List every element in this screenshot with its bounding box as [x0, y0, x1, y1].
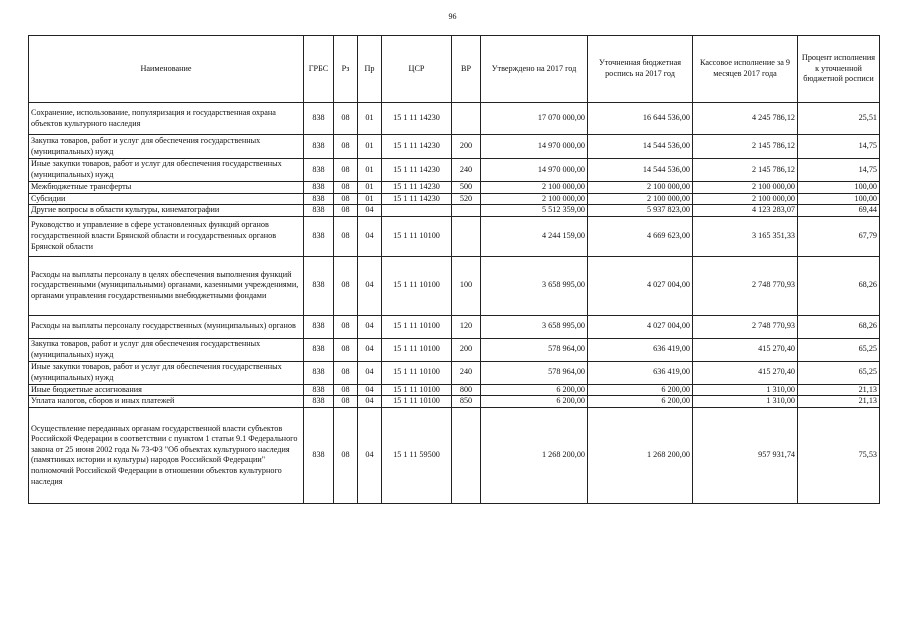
table-row	[29, 193, 880, 205]
cell-percent: 25,51	[798, 103, 880, 135]
cell-vr: 240	[452, 159, 481, 182]
cell-refined: 1 268 200,00	[588, 407, 693, 503]
cell-percent: 14,75	[798, 135, 880, 159]
table-row	[29, 135, 880, 159]
cell-approved: 5 512 359,00	[481, 205, 588, 217]
cell-approved: 578 964,00	[481, 361, 588, 384]
cell-rz: 08	[334, 407, 358, 503]
cell-grbs: 838	[304, 205, 334, 217]
cell-percent: 75,53	[798, 407, 880, 503]
cell-csr: 15 1 11 10100	[382, 216, 452, 256]
cell-csr: 15 1 11 10100	[382, 396, 452, 408]
cell-name: Закупка товаров, работ и услуг для обеспечения государственных (муниципальных) нужд	[29, 338, 304, 361]
cell-csr: 15 1 11 10100	[382, 361, 452, 384]
page-number: 96	[448, 12, 457, 21]
cell-name: Закупка товаров, работ и услуг для обеспечения государственных (муниципальных) нужд	[29, 135, 304, 159]
cell-vr: 500	[452, 182, 481, 194]
cell-percent: 67,79	[798, 216, 880, 256]
cell-cash: 2 145 786,12	[693, 159, 798, 182]
table-row	[29, 407, 880, 503]
cell-percent: 100,00	[798, 193, 880, 205]
cell-csr	[382, 205, 452, 217]
cell-approved: 1 268 200,00	[481, 407, 588, 503]
cell-refined: 636 419,00	[588, 361, 693, 384]
cell-pr: 04	[358, 338, 382, 361]
table-header-row	[29, 36, 880, 103]
cell-percent: 21,13	[798, 384, 880, 396]
cell-rz: 08	[334, 338, 358, 361]
cell-csr: 15 1 11 14230	[382, 193, 452, 205]
cell-refined: 636 419,00	[588, 338, 693, 361]
table-row	[29, 216, 880, 256]
cell-name: Руководство и управление в сфере установленных функций органов государственной власти Брянской области и государственных органов Брянской области	[29, 216, 304, 256]
cell-pr: 04	[358, 361, 382, 384]
cell-vr	[452, 205, 481, 217]
cell-rz: 08	[334, 193, 358, 205]
cell-cash: 2 100 000,00	[693, 182, 798, 194]
cell-name: Межбюджетные трансферты	[29, 182, 304, 194]
cell-name: Расходы на выплаты персоналу государственных (муниципальных) органов	[29, 315, 304, 338]
cell-cash: 957 931,74	[693, 407, 798, 503]
cell-rz: 08	[334, 361, 358, 384]
cell-rz: 08	[334, 256, 358, 315]
cell-refined: 6 200,00	[588, 396, 693, 408]
cell-grbs: 838	[304, 135, 334, 159]
cell-name: Другие вопросы в области культуры, кинематографии	[29, 205, 304, 217]
cell-pr: 04	[358, 384, 382, 396]
cell-percent: 68,26	[798, 256, 880, 315]
cell-pr: 04	[358, 396, 382, 408]
cell-vr: 200	[452, 135, 481, 159]
cell-refined: 14 544 536,00	[588, 135, 693, 159]
cell-name: Субсидии	[29, 193, 304, 205]
header-rz: Рз	[334, 36, 358, 103]
cell-cash: 2 100 000,00	[693, 193, 798, 205]
cell-csr: 15 1 11 10100	[382, 384, 452, 396]
header-pr: Пр	[358, 36, 382, 103]
table-row	[29, 205, 880, 217]
table-row	[29, 384, 880, 396]
cell-grbs: 838	[304, 182, 334, 194]
cell-approved: 578 964,00	[481, 338, 588, 361]
cell-refined: 16 644 536,00	[588, 103, 693, 135]
cell-refined: 2 100 000,00	[588, 182, 693, 194]
cell-csr: 15 1 11 10100	[382, 315, 452, 338]
cell-rz: 08	[334, 182, 358, 194]
cell-grbs: 838	[304, 193, 334, 205]
table-row	[29, 361, 880, 384]
cell-grbs: 838	[304, 216, 334, 256]
cell-csr: 15 1 11 14230	[382, 103, 452, 135]
cell-approved: 6 200,00	[481, 384, 588, 396]
cell-name: Иные бюджетные ассигнования	[29, 384, 304, 396]
cell-rz: 08	[334, 159, 358, 182]
cell-csr: 15 1 11 10100	[382, 338, 452, 361]
cell-approved: 3 658 995,00	[481, 256, 588, 315]
cell-pr: 01	[358, 193, 382, 205]
cell-vr: 100	[452, 256, 481, 315]
cell-refined: 2 100 000,00	[588, 193, 693, 205]
cell-percent: 65,25	[798, 338, 880, 361]
cell-vr	[452, 216, 481, 256]
table-row	[29, 315, 880, 338]
cell-csr: 15 1 11 14230	[382, 182, 452, 194]
cell-cash: 2 748 770,93	[693, 256, 798, 315]
cell-refined: 4 027 004,00	[588, 315, 693, 338]
cell-pr: 01	[358, 135, 382, 159]
cell-vr: 800	[452, 384, 481, 396]
cell-grbs: 838	[304, 407, 334, 503]
cell-pr: 04	[358, 315, 382, 338]
cell-rz: 08	[334, 315, 358, 338]
cell-rz: 08	[334, 205, 358, 217]
cell-vr: 520	[452, 193, 481, 205]
cell-grbs: 838	[304, 256, 334, 315]
cell-cash: 415 270,40	[693, 361, 798, 384]
cell-cash: 1 310,00	[693, 396, 798, 408]
cell-refined: 6 200,00	[588, 384, 693, 396]
header-csr: ЦСР	[382, 36, 452, 103]
header-grbs: ГРБС	[304, 36, 334, 103]
cell-approved: 3 658 995,00	[481, 315, 588, 338]
cell-percent: 21,13	[798, 396, 880, 408]
budget-table	[28, 35, 880, 504]
cell-name: Сохранение, использование, популяризация и государственная охрана объектов культурного наследия	[29, 103, 304, 135]
table-row	[29, 159, 880, 182]
cell-grbs: 838	[304, 338, 334, 361]
cell-cash: 415 270,40	[693, 338, 798, 361]
cell-approved: 2 100 000,00	[481, 182, 588, 194]
cell-pr: 04	[358, 407, 382, 503]
cell-pr: 01	[358, 159, 382, 182]
cell-name: Уплата налогов, сборов и иных платежей	[29, 396, 304, 408]
cell-rz: 08	[334, 103, 358, 135]
table-row	[29, 256, 880, 315]
cell-percent: 100,00	[798, 182, 880, 194]
header-cash: Кассовое исполнение за 9 месяцев 2017 года	[693, 36, 798, 103]
cell-cash: 3 165 351,33	[693, 216, 798, 256]
cell-approved: 14 970 000,00	[481, 135, 588, 159]
cell-percent: 65,25	[798, 361, 880, 384]
cell-vr: 240	[452, 361, 481, 384]
cell-cash: 2 145 786,12	[693, 135, 798, 159]
cell-grbs: 838	[304, 384, 334, 396]
cell-name: Иные закупки товаров, работ и услуг для обеспечения государственных (муниципальных) нужд	[29, 361, 304, 384]
cell-vr: 120	[452, 315, 481, 338]
cell-vr: 850	[452, 396, 481, 408]
cell-cash: 4 245 786,12	[693, 103, 798, 135]
table-row	[29, 396, 880, 408]
cell-grbs: 838	[304, 159, 334, 182]
cell-refined: 4 027 004,00	[588, 256, 693, 315]
cell-percent: 69,44	[798, 205, 880, 217]
cell-pr: 01	[358, 103, 382, 135]
cell-csr: 15 1 11 59500	[382, 407, 452, 503]
cell-percent: 14,75	[798, 159, 880, 182]
cell-vr	[452, 407, 481, 503]
cell-refined: 4 669 623,00	[588, 216, 693, 256]
cell-pr: 04	[358, 216, 382, 256]
cell-rz: 08	[334, 216, 358, 256]
cell-grbs: 838	[304, 103, 334, 135]
cell-name: Иные закупки товаров, работ и услуг для обеспечения государственных (муниципальных) нужд	[29, 159, 304, 182]
table-row	[29, 103, 880, 135]
cell-approved: 2 100 000,00	[481, 193, 588, 205]
cell-vr: 200	[452, 338, 481, 361]
table-row	[29, 182, 880, 194]
cell-csr: 15 1 11 10100	[382, 256, 452, 315]
cell-pr: 04	[358, 205, 382, 217]
cell-approved: 14 970 000,00	[481, 159, 588, 182]
cell-csr: 15 1 11 14230	[382, 135, 452, 159]
header-percent: Процент исполнения к уточненной бюджетной росписи	[798, 36, 880, 103]
cell-name: Расходы на выплаты персоналу в целях обеспечения выполнения функций государственными (муниципальными) органами, казенными учреждениями, органами управления государственными внебюджетными фондами	[29, 256, 304, 315]
cell-vr	[452, 103, 481, 135]
cell-refined: 5 937 823,00	[588, 205, 693, 217]
cell-grbs: 838	[304, 361, 334, 384]
cell-rz: 08	[334, 384, 358, 396]
cell-approved: 6 200,00	[481, 396, 588, 408]
table-row	[29, 338, 880, 361]
cell-name: Осуществление переданных органам государственной власти субъектов Российской Федерации в соответствии с пунктом 1 статьи 9.1 Федерального закона от 25 июня 2002 года № 73-ФЗ "Об объектах культурного наследия (памятниках истории и культуры) народов Российской Федерации" полномочий Российской Федерации в отношении объектов культурного наследия	[29, 407, 304, 503]
header-name: Наименование	[29, 36, 304, 103]
cell-csr: 15 1 11 14230	[382, 159, 452, 182]
cell-grbs: 838	[304, 315, 334, 338]
header-vr: ВР	[452, 36, 481, 103]
cell-pr: 01	[358, 182, 382, 194]
cell-grbs: 838	[304, 396, 334, 408]
cell-rz: 08	[334, 396, 358, 408]
cell-pr: 04	[358, 256, 382, 315]
cell-refined: 14 544 536,00	[588, 159, 693, 182]
header-refined: Уточненная бюджетная роспись на 2017 год	[588, 36, 693, 103]
cell-cash: 1 310,00	[693, 384, 798, 396]
cell-approved: 4 244 159,00	[481, 216, 588, 256]
header-approved: Утверждено на 2017 год	[481, 36, 588, 103]
cell-cash: 2 748 770,93	[693, 315, 798, 338]
cell-cash: 4 123 283,07	[693, 205, 798, 217]
cell-rz: 08	[334, 135, 358, 159]
cell-percent: 68,26	[798, 315, 880, 338]
cell-approved: 17 070 000,00	[481, 103, 588, 135]
